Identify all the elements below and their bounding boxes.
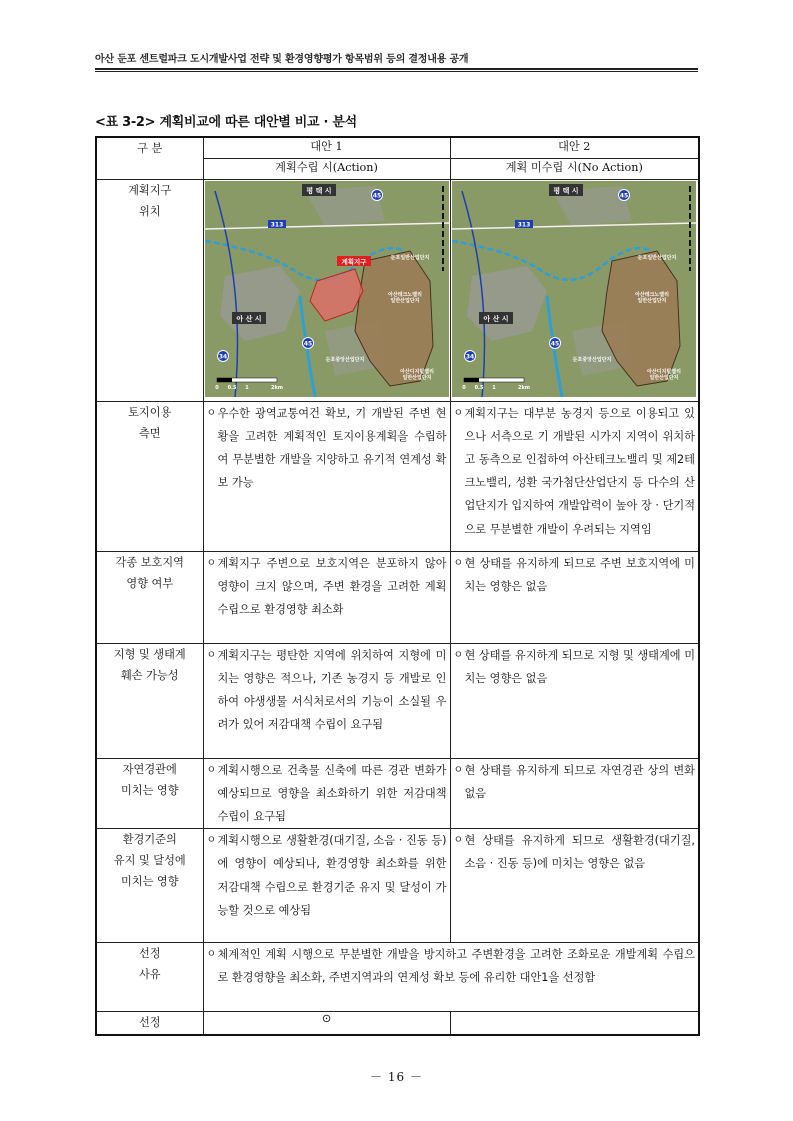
bullet-mark: ㅇ [453,557,464,569]
bullet-mark: ㅇ [206,557,217,569]
scale-label: 0.5 [227,384,236,391]
scale-label: 0.5 [474,384,484,391]
industrial-label: 둔포중앙산업단지 [325,356,364,363]
route-badge: 313 [517,221,531,228]
city-label-center: 아 산 시 [483,314,509,323]
row-label-landscape: 자연경관에 미치는 영향 [96,758,203,829]
bullet-mark: ㅇ [206,407,217,419]
cell-reason [203,943,699,1012]
industrial-label: 둔포중앙산업단지 [572,356,612,363]
cell-landscape-alt1 [203,758,450,829]
header-cell-alt2: 대안 2 [450,137,699,158]
route-badge: 45 [551,340,560,347]
bullet-mark: ㅇ [453,835,464,847]
text-reason: 체계적인 계획 시행으로 무분별한 개발을 방지하고 주변환경을 고려한 조화로운 개발계획 수립으로 환경영향을 최소화, 주변지역과의 연계성 확보 등에 유리한 대안1을 선정함 [217,948,695,985]
route-badge: 45 [372,192,381,199]
location-map-alt1 [205,181,449,397]
table-caption: <표 3-2> 계획비교에 따른 대안별 비교 · 분석 [95,115,357,130]
industrial-label: 아산디지털밸리 일반산업단지 [399,368,434,381]
route-badge: 313 [270,221,283,228]
industrial-label: 아산테크노밸리 일반산업단지 [635,291,670,304]
scale-label: 1 [244,384,249,391]
cell-protected-alt1 [203,551,450,643]
selection-mark-alt1: ⊙ [203,1012,450,1035]
route-badge: 45 [303,340,312,347]
industrial-label: 아산디지털밸리 일반산업단지 [647,368,682,381]
bullet-mark: ㅇ [453,649,464,661]
location-map-alt2 [452,181,696,397]
scale-label: 1 [492,384,496,391]
header-cell-alt1-sub: 계획수립 시(Action) [203,158,450,179]
cell-standard-alt2 [450,829,699,943]
row-label-terrain: 지형 및 생태계 훼손 가능성 [96,643,203,758]
page-number: － 16 － [370,1070,423,1084]
text-terrain-alt1: 계획지구는 평탄한 지역에 위치하여 지형에 미치는 영향은 적으나, 기존 농경지 등 개발로 인하여 야생생물 서식처로서의 기능이 소실될 우려가 있어 저감대책 수립이 요구됨 [217,648,447,732]
text-standard-alt2: 현 상태를 유지하게 되므로 생활환경(대기질, 소음 · 진동 등)에 미치는 영향은 없음 [464,834,695,871]
route-badge: 34 [218,353,227,360]
route-badge: 45 [620,192,629,199]
scale-label: 2km [270,384,283,391]
bullet-mark: ㅇ [206,835,217,847]
text-protected-alt2: 현 상태를 유지하게 되므로 주변 보호지역에 미치는 영향은 없음 [464,556,695,593]
header-cell-alt2-sub: 계획 미수립 시(No Action) [450,158,699,179]
text-standard-alt1: 계획시행으로 생활환경(대기질, 소음 · 진동 등)에 영향이 예상되나, 환경영향 최소화를 위한 저감대책 수립으로 환경기준 유지 및 달성이 가능할 것으로 예상됨 [217,834,447,917]
row-label-location: 계획지구 위치 [96,179,203,401]
cell-protected-alt2 [450,551,699,643]
text-terrain-alt2: 현 상태를 유지하게 되므로 지형 및 생태계에 미치는 영향은 없음 [464,648,695,685]
scale-bar-segment [464,378,479,382]
header-cell-category: 구 분 [96,137,203,179]
bullet-mark: ㅇ [453,764,464,776]
row-label-standard: 환경기준의 유지 및 달성에 미치는 영향 [96,829,203,943]
cell-landuse-alt2 [450,401,699,551]
bullet-mark: ㅇ [206,764,217,776]
cell-landscape-alt2 [450,758,699,829]
bullet-mark: ㅇ [206,649,217,661]
map-cell-alt2 [450,179,699,401]
comparison-table [95,136,700,1036]
selection-cell-alt2 [450,1012,699,1035]
text-landuse-alt2: 계획지구는 대부분 농경지 등으로 이용되고 있으나 서측으로 기 개발된 시가지 지역이 위치하고 동측으로 인접하여 아산테크노밸리 및 제2테크노밸리, 성환 국가첨단산업단지 등 다수의 산업단지가 입지하여 개발압력이 높아 장 · 단기적으로 무분별한 개발이 우려되는 지역임 [464,406,695,536]
text-protected-alt1: 계획지구 주변으로 보호지역은 분포하지 않아 영향이 크지 않으며, 주변 환경을 고려한 계획수립으로 환경영향 최소화 [217,556,447,616]
cell-terrain-alt1 [203,643,450,758]
industrial-label: 둔포일반산업단지 [390,254,429,261]
header-cell-alt1: 대안 1 [203,137,450,158]
plan-label: 계획지구 [340,257,367,266]
row-label-selection: 선정 [96,1012,203,1035]
text-landuse-alt1: 우수한 광역교통여건 확보, 기 개발된 주변 현황을 고려한 계획적인 토지이용계획을 수립하여 무분별한 개발을 지양하고 유기적 연계성 확보 가능 [217,406,447,490]
industrial-label: 아산테크노밸리 일반산업단지 [387,291,422,304]
city-label-north: 평 택 시 [305,186,332,195]
header-rule-thin [95,71,698,72]
industrial-label: 둔포일반산업단지 [637,254,677,261]
scale-label: 0 [462,384,466,391]
text-landscape-alt2: 현 상태를 유지하게 되므로 자연경관 상의 변화 없음 [464,763,695,800]
scale-label: 0 [214,384,219,391]
scale-bar-segment [217,378,232,382]
route-badge: 34 [466,353,475,360]
bullet-mark: ㅇ [453,407,464,419]
bullet-mark: ㅇ [206,949,217,961]
header-rule [95,68,698,70]
cell-terrain-alt2 [450,643,699,758]
city-label-north: 평 택 시 [553,186,579,195]
row-label-protected: 각종 보호지역 영향 여부 [96,551,203,643]
text-landscape-alt1: 계획시행으로 건축물 신축에 따른 경관 변화가 예상되므로 영향을 최소화하기 위한 저감대책 수립이 요구됨 [217,763,447,823]
cell-landuse-alt1 [203,401,450,551]
city-label-center: 아 산 시 [235,314,262,323]
scale-label: 2km [518,384,531,391]
row-label-reason: 선정 사유 [96,943,203,1012]
cell-standard-alt1 [203,829,450,943]
row-label-landuse: 토지이용 측면 [96,401,203,551]
map-cell-alt1 [203,179,450,401]
document-header: 아산 둔포 센트럴파크 도시개발사업 전략 및 환경영향평가 항목범위 등의 결정내용 공개 [95,54,469,65]
